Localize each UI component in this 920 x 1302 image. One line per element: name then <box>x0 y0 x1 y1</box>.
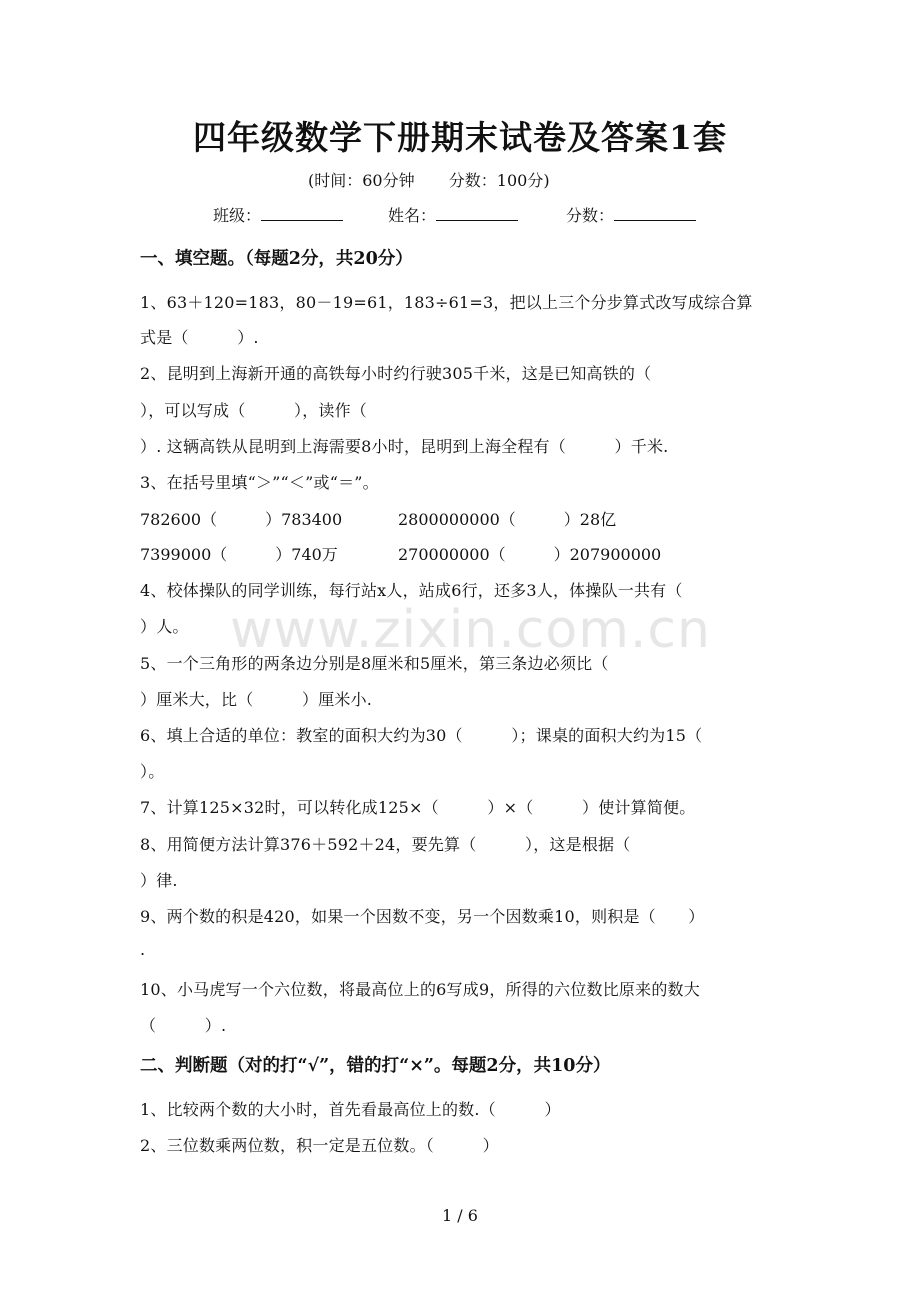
score-label: 分数： <box>566 206 615 225</box>
question-line: 9、两个数的积是420，如果一个因数不变，另一个因数乘10，则积是（ ） <box>140 907 705 926</box>
question-line: 1、比较两个数的大小时，首先看最高位上的数.（ ） <box>140 1100 561 1119</box>
question-line: 2、昆明到上海新开通的高铁每小时约行驶305千米，这是已知高铁的（ <box>140 364 652 383</box>
score-field <box>566 203 696 226</box>
compare-item: 270000000（ ）207900000 <box>398 545 662 564</box>
question-line: 5、一个三角形的两条边分别是8厘米和5厘米，第三条边必须比（ <box>140 654 609 673</box>
question-line: 10、小马虎写一个六位数，将最高位上的6写成9，所得的六位数比原来的数大 <box>140 980 700 999</box>
question-line: ）律. <box>140 871 178 890</box>
compare-item: 2800000000（ ）28亿 <box>398 510 617 529</box>
name-label: 姓名： <box>388 206 437 225</box>
question-line: 3、在括号里填“＞”“＜”或“＝”。 <box>140 473 379 492</box>
question-line: （ ）. <box>140 1016 227 1035</box>
total-score-text: 分数：100分) <box>448 171 550 190</box>
question-line: . <box>140 940 146 959</box>
compare-item: 782600（ ）783400 <box>140 510 343 529</box>
page-title: 四年级数学下册期末试卷及答案1套 <box>193 118 727 157</box>
question-line: 2、三位数乘两位数，积一定是五位数。（ ） <box>140 1136 499 1155</box>
question-line: ），可以写成（ ），读作（ <box>140 401 368 420</box>
time-text: (时间：60分钟 <box>308 171 415 190</box>
class-blank <box>261 206 343 221</box>
class-field <box>213 203 343 226</box>
question-line: 6、填上合适的单位：教室的面积大约为30（ ）；课桌的面积大约为15（ <box>140 726 703 745</box>
page-number: 1 / 6 <box>442 1206 478 1225</box>
question-line: ）人。 <box>140 617 189 636</box>
section2-heading: 二、判断题（对的打“√”，错的打“×”。每题2分，共10分） <box>140 1056 611 1076</box>
question-line: 8、用简便方法计算376＋592＋24，要先算（ ），这是根据（ <box>140 835 631 854</box>
question-line: 4、校体操队的同学训练，每行站x人，站成6行，还多3人，体操队一共有（ <box>140 581 683 600</box>
question-line: 式是（ ）. <box>140 328 259 347</box>
compare-item: 7399000（ ）740万 <box>140 545 338 564</box>
question-line: 1、63＋120=183，80－19=61，183÷61=3，把以上三个分步算式改写成综合算 <box>140 293 753 312</box>
section1-heading: 一、填空题。（每题2分，共20分） <box>140 249 413 269</box>
question-line: 7、计算125×32时，可以转化成125×（ ）×（ ）使计算简便。 <box>140 798 696 817</box>
question-line: ）。 <box>140 762 165 781</box>
score-blank <box>614 206 696 221</box>
question-line: ）. 这辆高铁从昆明到上海需要8小时，昆明到上海全程有（ ）千米. <box>140 437 669 456</box>
class-label: 班级： <box>213 206 262 225</box>
name-field <box>388 203 518 226</box>
name-blank <box>436 206 518 221</box>
question-line: ）厘米大，比（ ）厘米小. <box>140 690 373 709</box>
watermark: www.zixin.com.cn <box>230 600 711 660</box>
exam-meta <box>308 168 550 191</box>
